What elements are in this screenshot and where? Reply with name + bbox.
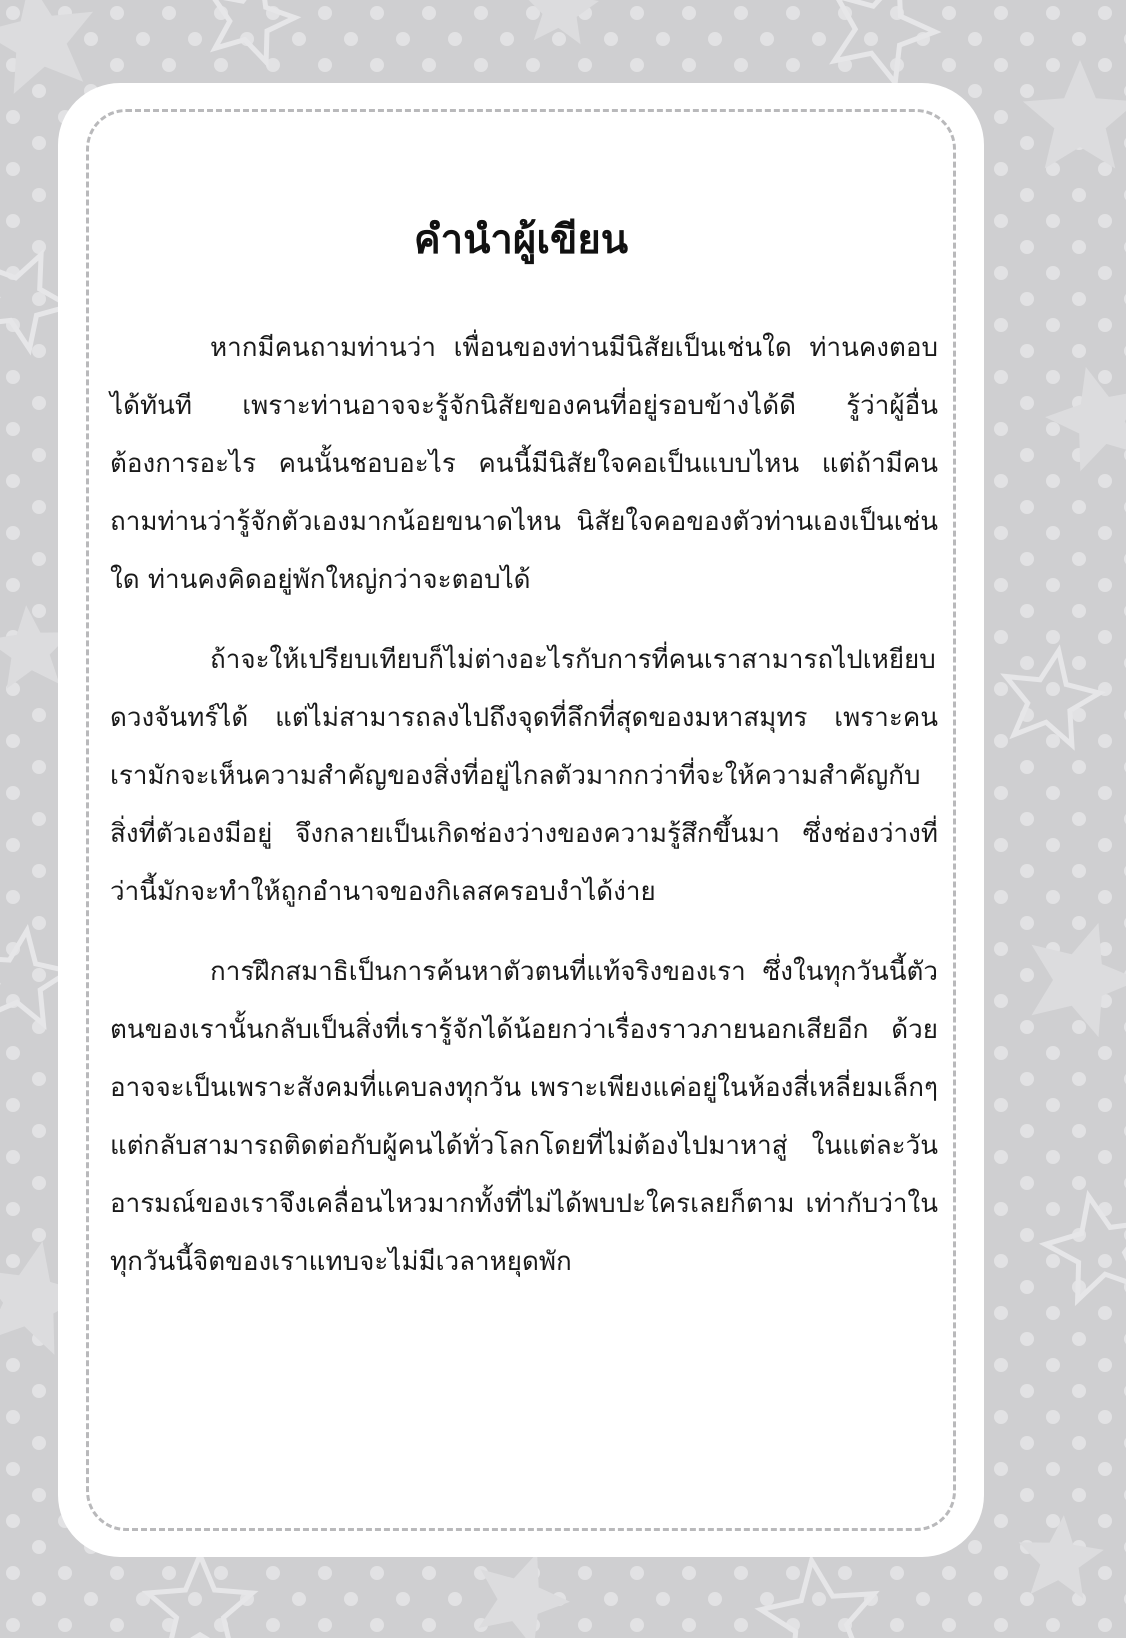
preface-body: [110, 319, 938, 1313]
page-title: คำนำผู้เขียน: [413, 217, 629, 263]
paragraph-1: หากมีคนถามท่านว่า เพื่อนของท่านมีนิสัยเป็นเช่นใด ท่านคงตอบได้ทันที เพราะท่านอาจจะรู้จักนิสัยของคนที่อยู่รอบข้างได้ดี รู้ว่าผู้อื่นต้องการอะไร คนนั้นชอบอะไร คนนี้มีนิสัยใจคอเป็นแบบไหน แต่ถ้ามีคนถามท่านว่ารู้จักตัวเองมากน้อยขนาดไหน นิสัยใจคอของตัวท่านเองเป็นเช่นใด ท่านคงคิดอยู่พักใหญ่กว่าจะตอบได้: [110, 333, 938, 595]
paragraph-3: การฝึกสมาธิเป็นการค้นหาตัวตนที่แท้จริงของเรา ซึ่งในทุกวันนี้ตัวตนของเรานั้นกลับเป็นสิ่งที่เรารู้จักได้น้อยกว่าเรื่องราวภายนอกเสียอีก ด้วยอาจจะเป็นเพราะสังคมที่แคบลงทุกวัน เพราะเพียงแค่อยู่ในห้องสี่เหลี่ยมเล็กๆ แต่กลับสามารถติดต่อกับผู้คนได้ทั่วโลกโดยที่ไม่ต้องไปมาหาสู่ ในแต่ละวันอารมณ์ของเราจึงเคลื่อนไหวมากทั้งที่ไม่ได้พบปะใครเลยก็ตาม เท่ากับว่าในทุกวันนี้จิตของเราแทบจะไม่มีเวลาหยุดพัก: [110, 957, 938, 1277]
paragraph-2: ถ้าจะให้เปรียบเทียบก็ไม่ต่างอะไรกับการที่คนเราสามารถไปเหยียบดวงจันทร์ได้ แต่ไม่สามารถลงไปถึงจุดที่ลึกที่สุดของมหาสมุทร เพราะคนเรามักจะเห็นความสำคัญของสิ่งที่อยู่ไกลตัวมากกว่าที่จะให้ความสำคัญกับสิ่งที่ตัวเองมีอยู่ จึงกลายเป็นเกิดช่องว่างของความรู้สึกขึ้นมา ซึ่งช่องว่างที่ว่านี้มักจะทำให้ถูกอำนาจของกิเลสครอบงำได้ง่าย: [110, 645, 938, 907]
preface-card: [58, 83, 984, 1557]
